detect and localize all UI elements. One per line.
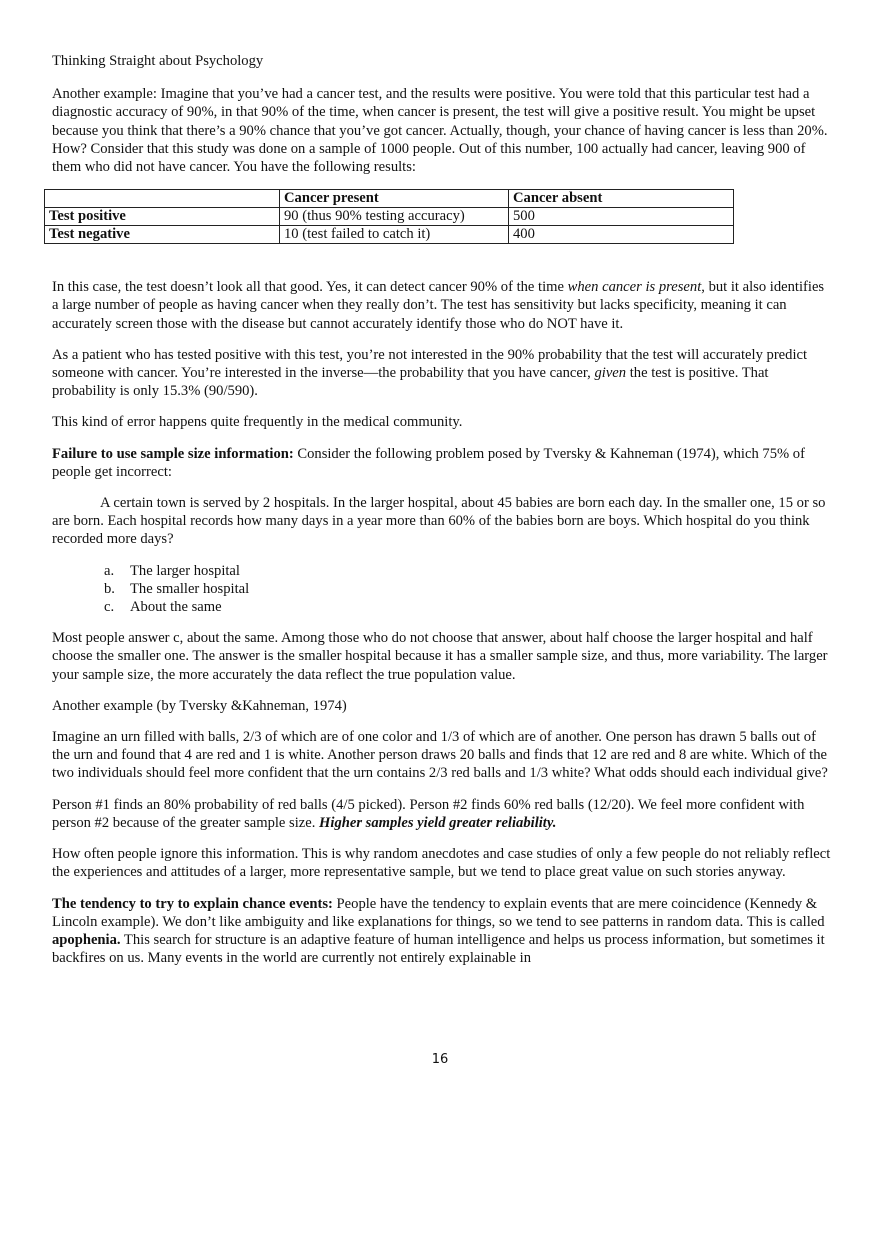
list-marker: c. [104, 599, 115, 616]
list-item-text: The smaller hospital [130, 580, 250, 597]
list-marker: a. [104, 562, 115, 579]
bold-italic-run: Higher samples yield greater reliability. [319, 814, 557, 831]
running-header: Thinking Straight about Psychology [52, 53, 264, 69]
table-row [45, 226, 734, 244]
table-header-row [45, 190, 734, 208]
person-paragraph [52, 796, 832, 832]
text-run: In this case, the test doesn’t look all that good. Yes, it can detect cancer 90% of the time [52, 279, 568, 296]
table-row [45, 208, 734, 226]
section-heading: The tendency to try to explain chance events: [52, 895, 333, 912]
hospital-problem-paragraph: A certain town is served by 2 hospitals. In the larger hospital, about 45 babies are born each day. In the smaller one, 15 or so are born. Each hospital records how many days in a year more than 60% of the babies born are boys. Which hospital do you think recorded more days? [52, 495, 826, 548]
text-run: Person #1 finds an 80% probability of red balls (4/5 picked). Person #2 finds 60% red balls (12/20). We feel more confident with person #2 because of the greater sample size. [52, 796, 805, 831]
table-cell: 500 [509, 208, 734, 226]
document-page [49, 52, 832, 967]
answer-choices [52, 562, 832, 617]
table-cell: 400 [509, 226, 734, 244]
text-run: This search for structure is an adaptive feature of human intelligence and helps us process information, but sometimes it backfires on us. Many events in the world are currently not entirely explainable in [52, 931, 825, 967]
list-item [104, 598, 832, 616]
error-paragraph: This kind of error happens quite frequently in the medical community. [52, 414, 463, 431]
section-heading: Failure to use sample size information: [52, 445, 294, 462]
text-run: the test is positive. That probability is only 15.3% (90/590). [52, 365, 769, 400]
urn-paragraph: Imagine an urn filled with balls, 2/3 of which are of one color and 1/3 of which are of another. One person has drawn 5 balls out of the urn and found that 4 are red and 1 is white. Another person draws 20 balls and finds that 12 are red and 8 are white. Which of the two individuals should feel more confident that the urn contains 2/3 red balls and 1/3 white? What odds should each individual give? [52, 729, 828, 782]
test-paragraph [52, 278, 832, 333]
italic-run: when cancer is present [567, 279, 702, 296]
text-run: , but it also identifies a large number of people as having cancer when they really don’t. The test has sensitivity but lacks specificity, meaning it can accurately screen those with the disease but cannot accurately identify those who do NOT have it. [52, 279, 825, 332]
text-run: As a patient who has tested positive with this test, you’re not interested in the 90% probability that the test will accurately predict someone with cancer. You’re interested in the inverse—the probability that you have cancer, [52, 346, 808, 382]
page-number: 16 [431, 1052, 449, 1067]
answer-paragraph: Most people answer c, about the same. Among those who do not choose that answer, about half choose the larger hospital and half choose the smaller one. The answer is the smaller hospital because it has a smaller sample size, and thus, more variability. The larger your sample size, the more accurately the data reflect the true population value. [52, 630, 828, 683]
chance-events-paragraph [52, 895, 832, 968]
list-item [104, 562, 832, 580]
patient-paragraph [52, 346, 832, 401]
table-header-cell: Cancer absent [509, 190, 734, 208]
table-cell: 90 (thus 90% testing accuracy) [280, 208, 509, 226]
italic-run: given [594, 365, 627, 382]
table-cell: 10 (test failed to catch it) [280, 226, 509, 244]
list-item-text: The larger hospital [130, 562, 240, 579]
ignore-paragraph: How often people ignore this information. This is why random anecdotes and case studies of only a few people do not reliably reflect the experiences and attitudes of a larger, more representative sample, but we tend to place great value on such stories anyway. [52, 846, 831, 881]
results-table [44, 189, 734, 244]
sample-size-paragraph [52, 445, 832, 481]
table-header-cell [45, 190, 280, 208]
bold-term: apophenia. [52, 931, 121, 948]
table-header-cell: Cancer present [280, 190, 509, 208]
another-example-paragraph: Another example (by Tversky &Kahneman, 1974) [52, 697, 347, 714]
list-marker: b. [104, 580, 115, 597]
row-label: Test positive [45, 208, 280, 226]
text-run: People have the tendency to explain events that are mere coincidence (Kennedy & Lincoln example). We don’t like ambiguity and like explanations for things, so we tend to see patterns in random data. This is called [52, 895, 825, 930]
list-item-text: About the same [130, 599, 222, 616]
intro-paragraph: Another example: Imagine that you’ve had a cancer test, and the results were positive. You were told that this particular test had a diagnostic accuracy of 90%, in that 90% of the time, when cancer is present, the test will give a positive result. You might be upset because you think that there’s a 90% chance that you’ve got cancer. Actually, though, your chance of having cancer is less than 20%. How? Consider that this study was done on a sample of 1000 people. Out of this number, 100 actually had cancer, leaving 900 of them who did not have cancer. You have the following results: [52, 86, 828, 176]
row-label: Test negative [45, 226, 280, 244]
list-item [104, 580, 832, 598]
text-run: Consider the following problem posed by Tversky & Kahneman (1974), which 75% of people get incorrect: [52, 445, 805, 480]
